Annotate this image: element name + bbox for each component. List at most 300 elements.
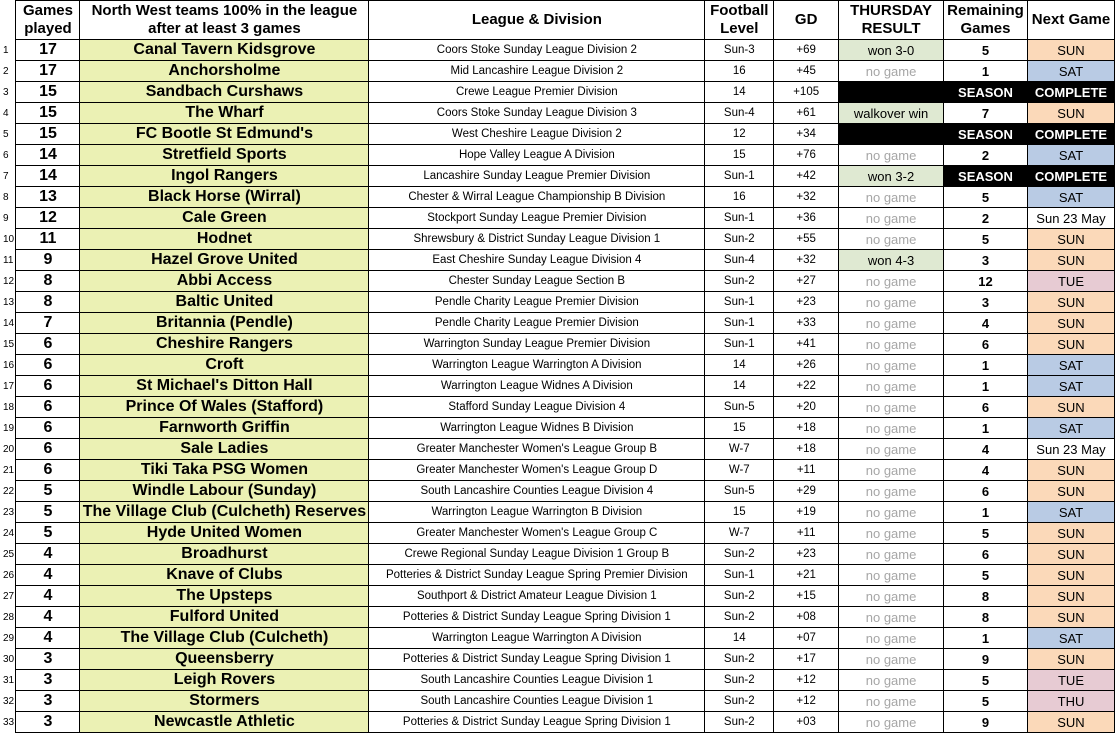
league-cell: Greater Manchester Women's League Group B xyxy=(369,439,705,460)
row-number: 33 xyxy=(3,716,15,728)
level-header: Football Level xyxy=(705,1,774,40)
games-played-cell: 12 xyxy=(16,208,80,229)
league-cell: Potteries & District Sunday League Spring Division 1 xyxy=(369,607,705,628)
team-name-cell: Windle Labour (Sunday) xyxy=(80,481,369,502)
next-game-cell: SUN xyxy=(1027,586,1114,607)
games-played-cell: 11 xyxy=(16,229,80,250)
thursday-result-cell: no game xyxy=(839,523,944,544)
thursday-result-cell: no game xyxy=(839,586,944,607)
football-level-cell: 16 xyxy=(705,61,774,82)
goal-difference-cell: +34 xyxy=(774,124,839,145)
team-name-cell: The Village Club (Culcheth) xyxy=(80,628,369,649)
remaining-games-cell: 3 xyxy=(944,292,1028,313)
remaining-games-header: Remaining Games xyxy=(944,1,1028,40)
team-name-cell: Queensberry xyxy=(80,649,369,670)
football-level-cell: Sun-2 xyxy=(705,670,774,691)
remaining-games-cell: 1 xyxy=(944,628,1028,649)
league-cell: Shrewsbury & District Sunday League Division 1 xyxy=(369,229,705,250)
league-cell: South Lancashire Counties League Division 1 xyxy=(369,670,705,691)
games-played-cell: 5 xyxy=(16,502,80,523)
gd-header: GD xyxy=(774,1,839,40)
team-name-cell: Cale Green xyxy=(80,208,369,229)
table-row xyxy=(0,61,1115,82)
remaining-games-cell: 5 xyxy=(944,40,1028,61)
league-cell: Warrington League Warrington A Division xyxy=(369,628,705,649)
thursday-result-cell: no game xyxy=(839,334,944,355)
season-label: SEASON xyxy=(944,166,1028,187)
football-level-cell: Sun-4 xyxy=(705,103,774,124)
thursday-result-cell: no game xyxy=(839,544,944,565)
row-number: 22 xyxy=(3,485,15,497)
next-game-cell: SUN xyxy=(1027,103,1114,124)
thursday-result-cell: no game xyxy=(839,187,944,208)
games-played-cell: 17 xyxy=(16,61,80,82)
games-played-cell: 4 xyxy=(16,607,80,628)
goal-difference-cell: +07 xyxy=(774,628,839,649)
team-name-cell: St Michael's Ditton Hall xyxy=(80,376,369,397)
remaining-games-cell: 2 xyxy=(944,208,1028,229)
games-played-cell: 6 xyxy=(16,418,80,439)
games-played-cell: 7 xyxy=(16,313,80,334)
league-cell: Pendle Charity League Premier Division xyxy=(369,292,705,313)
row-number: 6 xyxy=(3,149,9,161)
league-cell: Warrington League Warrington B Division xyxy=(369,502,705,523)
header-row xyxy=(0,1,1115,40)
league-cell: Potteries & District Sunday League Spring Division 1 xyxy=(369,649,705,670)
league-cell: South Lancashire Counties League Division 1 xyxy=(369,691,705,712)
league-cell: Greater Manchester Women's League Group D xyxy=(369,460,705,481)
row-number-header xyxy=(0,1,16,40)
next-game-cell: SAT xyxy=(1027,187,1114,208)
remaining-games-cell: 1 xyxy=(944,61,1028,82)
league-cell: Stafford Sunday League Division 4 xyxy=(369,397,705,418)
next-game-cell: SAT xyxy=(1027,145,1114,166)
league-cell: Chester Sunday League Section B xyxy=(369,271,705,292)
next-game-cell: SUN xyxy=(1027,649,1114,670)
games-played-cell: 4 xyxy=(16,586,80,607)
games-played-cell: 4 xyxy=(16,565,80,586)
next-game-header: Next Game xyxy=(1027,1,1114,40)
goal-difference-cell: +18 xyxy=(774,439,839,460)
next-game-cell: SUN xyxy=(1027,229,1114,250)
league-cell: Pendle Charity League Premier Division xyxy=(369,313,705,334)
goal-difference-cell: +17 xyxy=(774,649,839,670)
row-number: 18 xyxy=(3,401,15,413)
thursday-result-cell: won 3-2 xyxy=(839,166,944,187)
football-level-cell: 14 xyxy=(705,355,774,376)
games-played-cell: 5 xyxy=(16,523,80,544)
goal-difference-cell: +29 xyxy=(774,481,839,502)
goal-difference-cell: +11 xyxy=(774,460,839,481)
complete-label: COMPLETE xyxy=(1027,124,1114,145)
next-game-cell: SUN xyxy=(1027,40,1114,61)
football-level-cell: 16 xyxy=(705,187,774,208)
row-number: 28 xyxy=(3,611,15,623)
football-level-cell: W-7 xyxy=(705,439,774,460)
games-played-cell: 3 xyxy=(16,670,80,691)
goal-difference-cell: +15 xyxy=(774,586,839,607)
row-number: 12 xyxy=(3,275,15,287)
football-level-cell: Sun-2 xyxy=(705,544,774,565)
row-number: 13 xyxy=(3,296,15,308)
team-name-cell: Farnworth Griffin xyxy=(80,418,369,439)
football-level-cell: 14 xyxy=(705,628,774,649)
remaining-games-cell: 6 xyxy=(944,481,1028,502)
football-level-cell: Sun-2 xyxy=(705,712,774,733)
games-played-cell: 3 xyxy=(16,649,80,670)
goal-difference-cell: +20 xyxy=(774,397,839,418)
goal-difference-cell: +08 xyxy=(774,607,839,628)
row-number: 17 xyxy=(3,380,15,392)
row-number: 24 xyxy=(3,527,15,539)
row-number: 31 xyxy=(3,674,15,686)
goal-difference-cell: +42 xyxy=(774,166,839,187)
next-game-cell: SAT xyxy=(1027,376,1114,397)
games-played-cell: 13 xyxy=(16,187,80,208)
games-played-cell: 14 xyxy=(16,145,80,166)
goal-difference-cell: +33 xyxy=(774,313,839,334)
thursday-result-cell: no game xyxy=(839,607,944,628)
team-name-cell: Tiki Taka PSG Women xyxy=(80,460,369,481)
games-played-cell: 6 xyxy=(16,397,80,418)
next-game-cell: SUN xyxy=(1027,292,1114,313)
team-name-cell: Canal Tavern Kidsgrove xyxy=(80,40,369,61)
table-row xyxy=(0,187,1115,208)
league-cell: Stockport Sunday League Premier Division xyxy=(369,208,705,229)
table-row xyxy=(0,397,1115,418)
next-game-cell: TUE xyxy=(1027,271,1114,292)
remaining-games-cell: 12 xyxy=(944,271,1028,292)
next-game-cell: SUN xyxy=(1027,460,1114,481)
row-number: 16 xyxy=(3,359,15,371)
league-cell: Potteries & District Sunday League Spring Division 1 xyxy=(369,712,705,733)
table-row xyxy=(0,712,1115,733)
football-level-cell: 14 xyxy=(705,376,774,397)
goal-difference-cell: +32 xyxy=(774,187,839,208)
team-name-cell: Baltic United xyxy=(80,292,369,313)
next-game-cell: THU xyxy=(1027,691,1114,712)
thursday-result-cell: no game xyxy=(839,670,944,691)
football-level-cell: Sun-1 xyxy=(705,208,774,229)
league-cell: Potteries & District Sunday League Spring Premier Division xyxy=(369,565,705,586)
table-row xyxy=(0,502,1115,523)
games-played-cell: 15 xyxy=(16,103,80,124)
season-label: SEASON xyxy=(944,124,1028,145)
complete-label: COMPLETE xyxy=(1027,82,1114,103)
goal-difference-cell: +27 xyxy=(774,271,839,292)
league-cell: East Cheshire Sunday League Division 4 xyxy=(369,250,705,271)
team-name-cell: Newcastle Athletic xyxy=(80,712,369,733)
next-game-cell: SAT xyxy=(1027,61,1114,82)
games-played-cell: 8 xyxy=(16,292,80,313)
remaining-games-cell: 1 xyxy=(944,418,1028,439)
remaining-games-cell: 1 xyxy=(944,355,1028,376)
league-cell: Greater Manchester Women's League Group C xyxy=(369,523,705,544)
team-name-cell: Hyde United Women xyxy=(80,523,369,544)
table-row xyxy=(0,313,1115,334)
thursday-result-header: THURSDAY RESULT xyxy=(839,1,944,40)
remaining-games-cell: 5 xyxy=(944,523,1028,544)
table-row xyxy=(0,439,1115,460)
table-row xyxy=(0,103,1115,124)
league-cell: Mid Lancashire League Division 2 xyxy=(369,61,705,82)
goal-difference-cell: +61 xyxy=(774,103,839,124)
remaining-games-cell: 8 xyxy=(944,586,1028,607)
goal-difference-cell: +23 xyxy=(774,544,839,565)
table-row xyxy=(0,82,1115,103)
table-row xyxy=(0,292,1115,313)
remaining-games-cell: 5 xyxy=(944,565,1028,586)
next-game-cell: SUN xyxy=(1027,250,1114,271)
next-game-cell: SUN xyxy=(1027,334,1114,355)
table-row xyxy=(0,208,1115,229)
thursday-result-cell: no game xyxy=(839,460,944,481)
games-played-cell: 6 xyxy=(16,376,80,397)
thursday-result-cell: no game xyxy=(839,712,944,733)
remaining-games-cell: 6 xyxy=(944,544,1028,565)
table-row xyxy=(0,124,1115,145)
league-cell: South Lancashire Counties League Division 4 xyxy=(369,481,705,502)
football-level-cell: Sun-1 xyxy=(705,292,774,313)
goal-difference-cell: +69 xyxy=(774,40,839,61)
team-name-cell: The Village Club (Culcheth) Reserves xyxy=(80,502,369,523)
football-level-cell: 12 xyxy=(705,124,774,145)
goal-difference-cell: +105 xyxy=(774,82,839,103)
goal-difference-cell: +45 xyxy=(774,61,839,82)
team-name-cell: Stretfield Sports xyxy=(80,145,369,166)
row-number: 19 xyxy=(3,422,15,434)
row-number: 20 xyxy=(3,443,15,455)
remaining-games-cell: 5 xyxy=(944,187,1028,208)
games-played-header: Games played xyxy=(16,1,80,40)
row-number: 23 xyxy=(3,506,15,518)
row-number: 21 xyxy=(3,464,15,476)
next-game-cell: SUN xyxy=(1027,313,1114,334)
row-number: 10 xyxy=(3,233,15,245)
football-level-cell: Sun-2 xyxy=(705,229,774,250)
league-cell: Coors Stoke Sunday League Division 3 xyxy=(369,103,705,124)
next-game-cell: Sun 23 May xyxy=(1027,439,1114,460)
league-cell: Warrington Sunday League Premier Division xyxy=(369,334,705,355)
goal-difference-cell: +23 xyxy=(774,292,839,313)
games-played-cell: 4 xyxy=(16,628,80,649)
team-name-cell: Prince Of Wales (Stafford) xyxy=(80,397,369,418)
table-row xyxy=(0,523,1115,544)
thursday-result-cell xyxy=(839,124,944,145)
football-level-cell: Sun-2 xyxy=(705,607,774,628)
team-name-cell: Knave of Clubs xyxy=(80,565,369,586)
football-level-cell: Sun-1 xyxy=(705,565,774,586)
row-number: 4 xyxy=(3,107,9,119)
goal-difference-cell: +36 xyxy=(774,208,839,229)
table-row xyxy=(0,649,1115,670)
goal-difference-cell: +03 xyxy=(774,712,839,733)
games-played-cell: 5 xyxy=(16,481,80,502)
teams-header: North West teams 100% in the league after at least 3 games xyxy=(80,1,369,40)
league-cell: Coors Stoke Sunday League Division 2 xyxy=(369,40,705,61)
thursday-result-cell: no game xyxy=(839,145,944,166)
team-name-cell: Ingol Rangers xyxy=(80,166,369,187)
next-game-cell: SAT xyxy=(1027,418,1114,439)
goal-difference-cell: +22 xyxy=(774,376,839,397)
team-name-cell: Hazel Grove United xyxy=(80,250,369,271)
league-cell: Hope Valley League A Division xyxy=(369,145,705,166)
thursday-result-cell: no game xyxy=(839,61,944,82)
league-cell: Warrington League Widnes B Division xyxy=(369,418,705,439)
team-name-cell: Broadhurst xyxy=(80,544,369,565)
remaining-games-cell: 3 xyxy=(944,250,1028,271)
team-name-cell: Hodnet xyxy=(80,229,369,250)
team-name-cell: Croft xyxy=(80,355,369,376)
next-game-cell: SUN xyxy=(1027,565,1114,586)
row-number: 9 xyxy=(3,212,9,224)
thursday-result-cell: no game xyxy=(839,292,944,313)
next-game-cell: SAT xyxy=(1027,502,1114,523)
table-row xyxy=(0,481,1115,502)
table-row xyxy=(0,628,1115,649)
table-row xyxy=(0,418,1115,439)
thursday-result-cell: no game xyxy=(839,418,944,439)
team-name-cell: Britannia (Pendle) xyxy=(80,313,369,334)
league-cell: Warrington League Widnes A Division xyxy=(369,376,705,397)
football-level-cell: Sun-1 xyxy=(705,166,774,187)
table-row xyxy=(0,670,1115,691)
games-played-cell: 15 xyxy=(16,124,80,145)
team-name-cell: Cheshire Rangers xyxy=(80,334,369,355)
goal-difference-cell: +18 xyxy=(774,418,839,439)
thursday-result-cell: won 3-0 xyxy=(839,40,944,61)
remaining-games-cell: 9 xyxy=(944,649,1028,670)
next-game-cell: SUN xyxy=(1027,544,1114,565)
football-level-cell: Sun-1 xyxy=(705,313,774,334)
team-name-cell: The Wharf xyxy=(80,103,369,124)
remaining-games-cell: 2 xyxy=(944,145,1028,166)
thursday-result-cell: no game xyxy=(839,376,944,397)
row-number: 5 xyxy=(3,128,9,140)
row-number: 27 xyxy=(3,590,15,602)
next-game-cell: SAT xyxy=(1027,628,1114,649)
row-number: 29 xyxy=(3,632,15,644)
thursday-result-cell: no game xyxy=(839,355,944,376)
team-name-cell: Fulford United xyxy=(80,607,369,628)
goal-difference-cell: +12 xyxy=(774,691,839,712)
goal-difference-cell: +76 xyxy=(774,145,839,166)
row-number: 32 xyxy=(3,695,15,707)
football-level-cell: Sun-3 xyxy=(705,40,774,61)
football-level-cell: 15 xyxy=(705,418,774,439)
next-game-cell: SUN xyxy=(1027,712,1114,733)
football-level-cell: Sun-2 xyxy=(705,691,774,712)
table-row xyxy=(0,460,1115,481)
next-game-cell: SUN xyxy=(1027,523,1114,544)
row-number: 3 xyxy=(3,86,9,98)
football-level-cell: Sun-2 xyxy=(705,271,774,292)
row-number: 8 xyxy=(3,191,9,203)
table-row xyxy=(0,145,1115,166)
row-number: 2 xyxy=(3,65,9,77)
games-played-cell: 6 xyxy=(16,460,80,481)
next-game-cell: SUN xyxy=(1027,607,1114,628)
remaining-games-cell: 8 xyxy=(944,607,1028,628)
remaining-games-cell: 5 xyxy=(944,670,1028,691)
complete-label: COMPLETE xyxy=(1027,166,1114,187)
goal-difference-cell: +19 xyxy=(774,502,839,523)
league-cell: Crewe Regional Sunday League Division 1 Group B xyxy=(369,544,705,565)
table-row xyxy=(0,565,1115,586)
remaining-games-cell: 1 xyxy=(944,376,1028,397)
games-played-cell: 6 xyxy=(16,334,80,355)
thursday-result-cell: no game xyxy=(839,502,944,523)
league-cell: Warrington League Warrington A Division xyxy=(369,355,705,376)
games-played-cell: 9 xyxy=(16,250,80,271)
team-name-cell: Leigh Rovers xyxy=(80,670,369,691)
games-played-cell: 6 xyxy=(16,439,80,460)
table-row xyxy=(0,544,1115,565)
thursday-result-cell: no game xyxy=(839,229,944,250)
football-level-cell: W-7 xyxy=(705,460,774,481)
league-cell: Lancashire Sunday League Premier Division xyxy=(369,166,705,187)
remaining-games-cell: 6 xyxy=(944,334,1028,355)
goal-difference-cell: +26 xyxy=(774,355,839,376)
league-cell: West Cheshire League Division 2 xyxy=(369,124,705,145)
row-number: 14 xyxy=(3,317,15,329)
thursday-result-cell: no game xyxy=(839,397,944,418)
football-level-cell: 15 xyxy=(705,502,774,523)
games-played-cell: 17 xyxy=(16,40,80,61)
thursday-result-cell: no game xyxy=(839,481,944,502)
team-name-cell: FC Bootle St Edmund's xyxy=(80,124,369,145)
games-played-cell: 15 xyxy=(16,82,80,103)
table-row xyxy=(0,691,1115,712)
football-level-cell: Sun-2 xyxy=(705,649,774,670)
football-level-cell: Sun-5 xyxy=(705,397,774,418)
thursday-result-cell: no game xyxy=(839,208,944,229)
table-row xyxy=(0,271,1115,292)
thursday-result-cell: won 4-3 xyxy=(839,250,944,271)
row-number: 7 xyxy=(3,170,9,182)
team-name-cell: The Upsteps xyxy=(80,586,369,607)
football-level-cell: Sun-1 xyxy=(705,334,774,355)
remaining-games-cell: 9 xyxy=(944,712,1028,733)
table-row xyxy=(0,334,1115,355)
team-name-cell: Abbi Access xyxy=(80,271,369,292)
remaining-games-cell: 4 xyxy=(944,439,1028,460)
football-level-cell: 14 xyxy=(705,82,774,103)
table-row xyxy=(0,607,1115,628)
football-level-cell: Sun-5 xyxy=(705,481,774,502)
league-cell: Southport & District Amateur League Division 1 xyxy=(369,586,705,607)
remaining-games-cell: 5 xyxy=(944,229,1028,250)
next-game-cell: SAT xyxy=(1027,355,1114,376)
thursday-result-cell xyxy=(839,82,944,103)
row-number: 30 xyxy=(3,653,15,665)
table-row xyxy=(0,355,1115,376)
table-row xyxy=(0,229,1115,250)
games-played-cell: 14 xyxy=(16,166,80,187)
thursday-result-cell: no game xyxy=(839,439,944,460)
football-level-cell: Sun-2 xyxy=(705,586,774,607)
goal-difference-cell: +21 xyxy=(774,565,839,586)
football-level-cell: Sun-4 xyxy=(705,250,774,271)
next-game-cell: SUN xyxy=(1027,481,1114,502)
football-level-cell: 15 xyxy=(705,145,774,166)
goal-difference-cell: +41 xyxy=(774,334,839,355)
season-label: SEASON xyxy=(944,82,1028,103)
football-level-cell: W-7 xyxy=(705,523,774,544)
row-number: 1 xyxy=(3,44,9,56)
remaining-games-cell: 4 xyxy=(944,313,1028,334)
team-name-cell: Sale Ladies xyxy=(80,439,369,460)
